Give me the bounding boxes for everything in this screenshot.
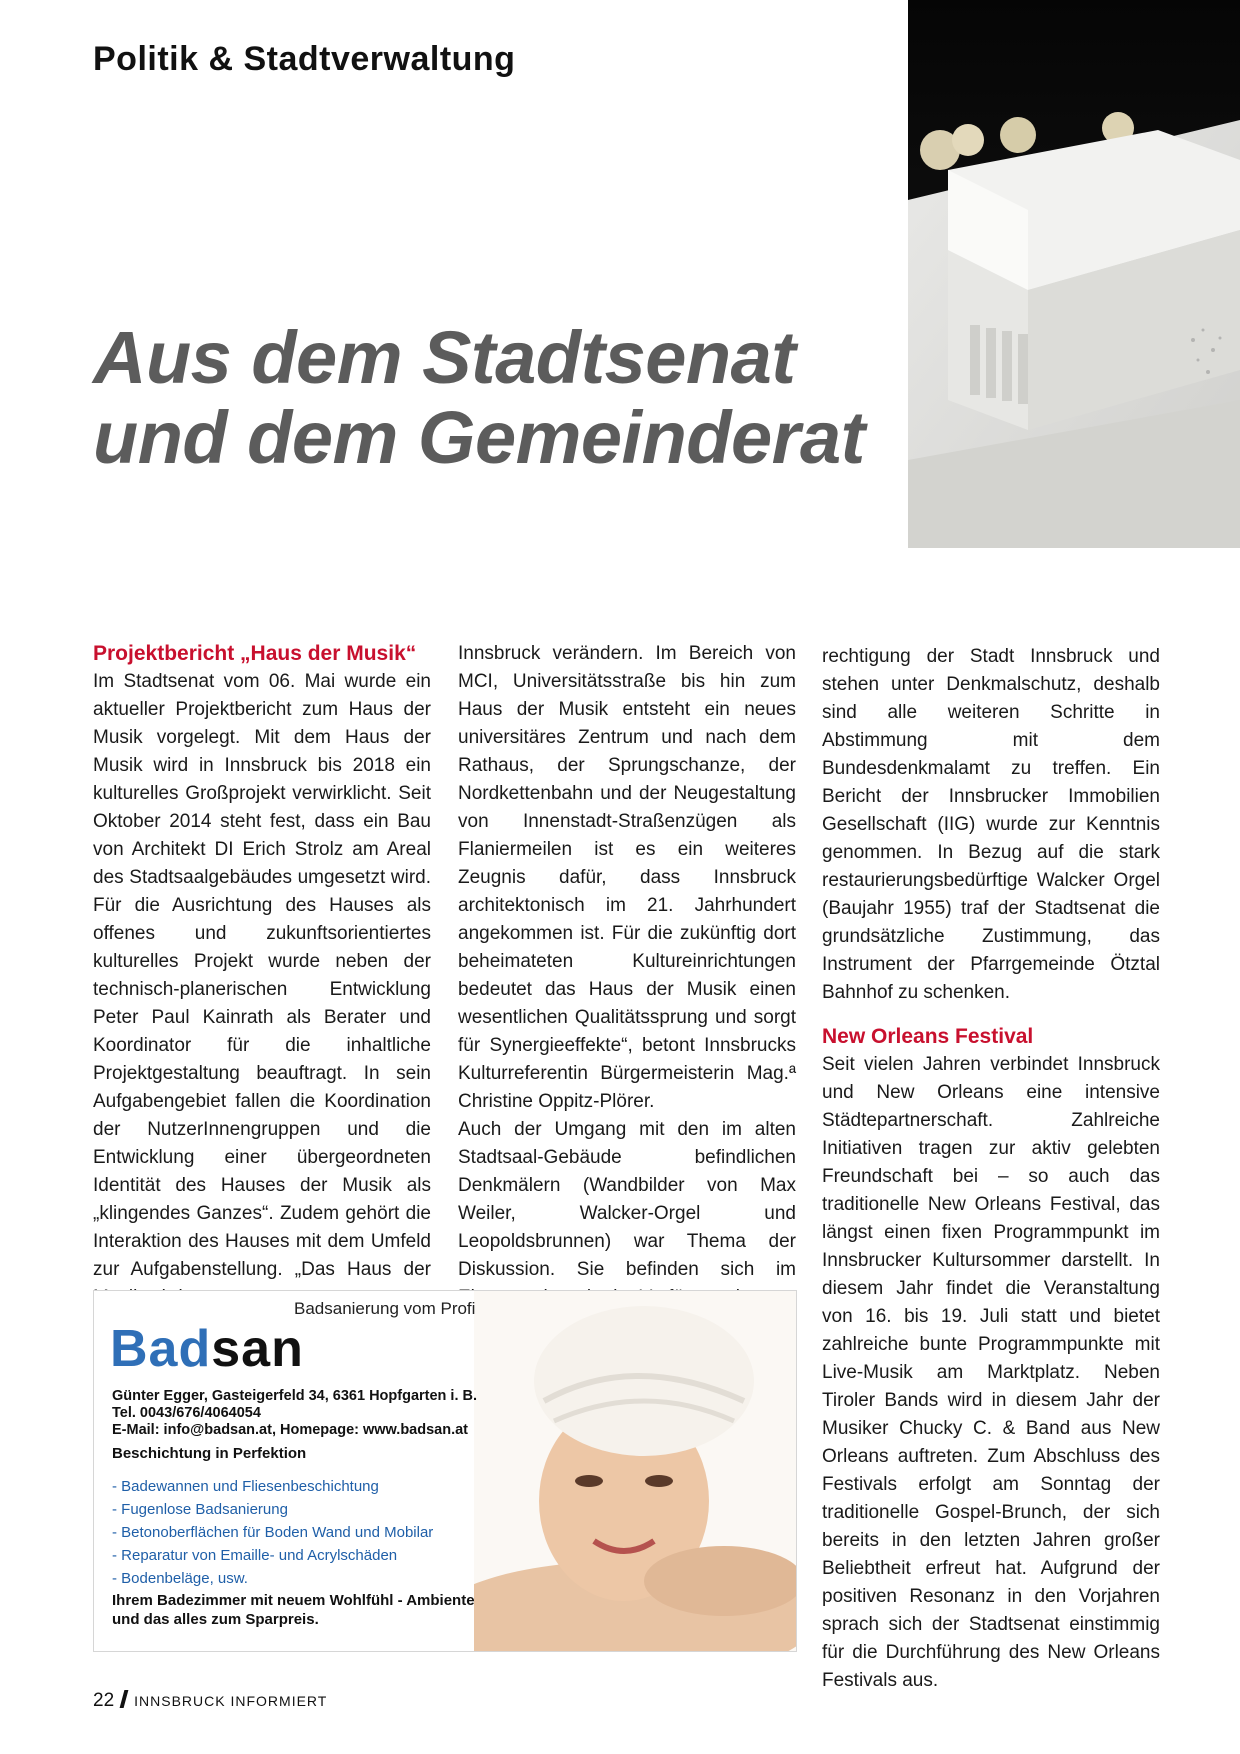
- page-number: 22: [93, 1690, 115, 1711]
- title-line-1: Aus dem Stadtsenat: [93, 316, 796, 399]
- ad-contact-address: Günter Egger, Gasteigerfeld 34, 6361 Hopfgarten i. B.: [112, 1388, 478, 1404]
- ad-contact: [112, 1388, 477, 1439]
- article-paragraph: Seit vielen Jahren verbindet Innsbruck und New Orleans eine intensive Städtepartnerschaft. Zahlreiche Initiativen tragen zur aktiv gelebten Freundschaft bei – so auch das traditionelle New Orleans Festival, das längst einen fixen Programmpunkt im Innsbrucker Kultursommer darstellt. In diesem Jahr findet die Veranstaltung von 16. bis 19. Juli statt und bietet zahlreiche bunte Programmpunkte mit Live-Musik am Marktplatz. Neben Tiroler Bands wird in diesem Jahr der Musiker Chucky C. & Band aus New Orleans auftreten. Zum Abschluss des Festivals erfolgt am Sonntag der traditionelle Gospel-Brunch, der sich bereits in den letzten Jahren großer Beliebtheit erfreut hat. Aufgrund der positiven Resonanz in den Vorjahren sprach sich der Stadtsenat einstimmig für die Durchführung des New Orleans Festivals aus.: [822, 1054, 1160, 1691]
- footer-slash-divider: [120, 1690, 129, 1708]
- article-column-2: [458, 640, 796, 1312]
- ad-services-list: [112, 1475, 433, 1590]
- ad-contact-phone: Tel. 0043/676/4064054: [112, 1405, 261, 1421]
- ad-footer: Ihrem Badezimmer mit neuem Wohlfühl - Ambiente und das alles zum Sparpreis.: [112, 1592, 475, 1628]
- article-paragraph: Innsbruck verändern. Im Bereich von MCI, Universitätsstraße bis hin zum Haus der Musik entsteht ein neues universitäres Zentrum und nach dem Rathaus, der Sprungschanze, der Nordkettenbahn und der Neugestaltung von Innenstadt-Straßenzügen als Flaniermeilen ist es ein weiteres Zeugnis dafür, dass Innsbruck architektonisch im 21. Jahrhundert angekommen ist. Für die zukünftig dort beheimateten Kultureinrichtungen bedeutet das Haus der Musik einen wesentlichen Qualitätssprung und sorgt für Synergieeffekte“, betont Innsbrucks Kulturreferentin Bürgermeisterin Mag.ª Christine Oppitz-Plörer.: [458, 643, 796, 1112]
- ad-service-item: - Betonoberflächen für Boden Wand und Mobilar: [112, 1524, 434, 1541]
- ad-service-item: - Bodenbeläge, usw.: [112, 1570, 248, 1587]
- ad-contact-email: E-Mail: info@badsan.at, Homepage: www.badsan.at: [112, 1422, 469, 1438]
- article-column-1: [93, 640, 431, 1312]
- badsan-advertisement: [93, 1290, 797, 1652]
- ad-photo-woman-towel: [474, 1291, 796, 1651]
- article-column-3: [822, 643, 1160, 1695]
- ad-services-heading: Beschichtung in Perfektion: [112, 1445, 307, 1462]
- article-paragraph: Im Stadtsenat vom 06. Mai wurde ein aktueller Projektbericht zum Haus der Musik vorgelegt. Mit dem Haus der Musik wird in Innsbruck bis 2018 ein kulturelles Großprojekt verwirklicht. Seit Oktober 2014 steht fest, dass ein Bau von Architekt DI Erich Strolz am Areal des Stadtsaalgebäudes umgesetzt wird. Für die Ausrichtung des Hauses als offenes und zukunftsorientiertes kulturelles Projekt wurde neben der technisch-planerischen Entwicklung Peter Paul Kainrath als Berater und Koordinator für die inhaltliche Projektgestaltung beauftragt. In sein Aufgabengebiet fallen die Koordination der NutzerInnengruppen und die Entwicklung einer übergeordneten Identität des Hauses der Musik als „klingendes Ganzes“. Zudem gehört die Interaktion des Hauses mit dem Umfeld zur Aufgabenstellung. „Das Haus der: [93, 671, 431, 1280]
- section-label: Politik & Stadtverwaltung: [93, 40, 516, 78]
- article-paragraph: rechtigung der Stadt Innsbruck und stehen unter Denkmalschutz, deshalb sind alle weiteren Schritte in Abstimmung mit dem Bundesdenkmalamt zu treffen. Ein Bericht der Innsbrucker Immobilien Gesellschaft (IIG) wurde zur Kenntnis genommen. In Bezug auf die stark restaurierungsbedürftige Walcker Orgel (Baujahr 1955) traf der Stadtsenat die grundsätzliche Zustimmung, das Instrument der Pfarrgemeinde Ötztal Bahnhof zu schenken.: [822, 646, 1160, 1003]
- ad-service-item: - Fugenlose Badsanierung: [112, 1501, 288, 1518]
- ad-service-item: - Badewannen und Fliesenbeschichtung: [112, 1478, 379, 1495]
- article-heading-new-orleans: New Orleans Festival: [822, 1025, 1034, 1048]
- article-paragraph: Auch der Umgang mit den im alten Stadtsaal-Gebäude befindlichen Denkmälern (Wandbilder von Max Weiler, Walcker-Orgel und Leopoldsbrunnen) war Thema der Diskussion. Sie befinden sich im: [458, 1119, 796, 1280]
- page-title: [93, 318, 865, 478]
- ad-tagline: Badsanierung vom Profi: [294, 1299, 476, 1318]
- ad-brand-logo: Badsan: [110, 1320, 304, 1378]
- publication-name: INNSBRUCK INFORMIERT: [134, 1693, 328, 1709]
- title-line-2: und dem Gemeinderat: [93, 396, 865, 479]
- architecture-model-photo: [908, 0, 1240, 548]
- article-heading-haus-der-musik: Projektbericht „Haus der Musik“: [93, 642, 417, 665]
- page-footer: [93, 1690, 327, 1712]
- ad-service-item: - Reparatur von Emaille- und Acrylschäden: [112, 1547, 398, 1564]
